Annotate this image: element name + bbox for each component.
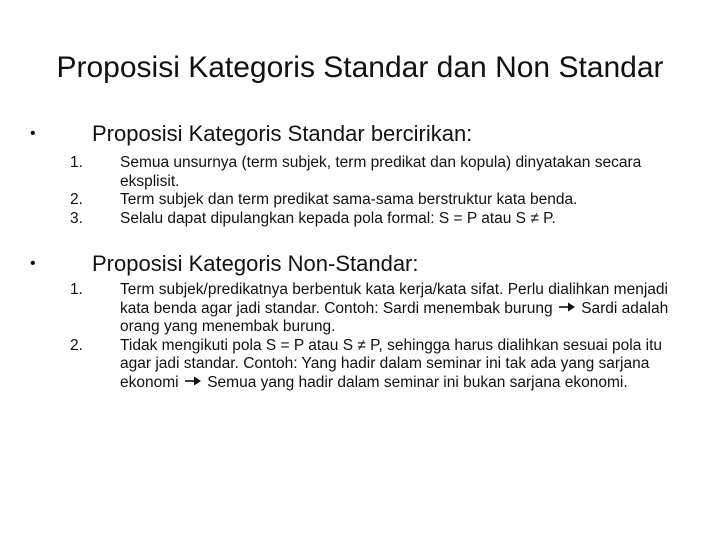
item-text-after: Sardi adalah orang yang menembak burung.	[120, 299, 669, 335]
slide-title: Proposisi Kategoris Standar dan Non Standar	[56, 51, 664, 84]
bullet-icon: •	[30, 255, 36, 272]
item-text-after: Semua yang hadir dalam seminar ini bukan sarjana ekonomi.	[207, 373, 628, 391]
item-text-before: Term subjek/predikatnya berbentuk kata kerja/kata sifat. Perlu dialihkan menjadi kata benda agar jadi standar. Contoh: Sardi menembak burung	[120, 281, 668, 317]
item-text: Term subjek dan term predikat sama-sama berstruktur kata benda.	[120, 191, 578, 208]
right-arrow-icon	[185, 376, 201, 386]
right-arrow-icon	[559, 302, 575, 312]
non-standar-criteria-list	[0, 281, 720, 392]
item-text-before: Tidak mengikuti pola S = P atau S ≠ P, sehingga harus dialihkan sesuai pola itu agar jadi standar. Contoh: Yang hadir dalam seminar ini tak ada yang sarjana ekonomi	[120, 336, 663, 391]
section-heading-non-standar: Proposisi Kategoris Non-Standar:	[92, 251, 419, 276]
bullet-icon: •	[30, 125, 36, 142]
list-item	[0, 191, 670, 210]
list-item	[0, 154, 670, 191]
item-number: 2.	[70, 336, 83, 354]
section-heading-standar: Proposisi Kategoris Standar bercirikan:	[92, 121, 473, 146]
item-number: 1.	[70, 154, 83, 171]
item-text: Selalu dapat dipulangkan kepada pola formal: S = P atau S ≠ P.	[120, 209, 556, 227]
item-number: 3.	[70, 209, 83, 227]
item-number: 2.	[70, 191, 83, 208]
list-item	[0, 281, 670, 337]
item-number: 1.	[70, 281, 83, 298]
standar-criteria-list	[0, 154, 720, 228]
list-item	[0, 210, 670, 229]
list-item	[0, 337, 670, 393]
item-text: Semua unsurnya (term subjek, term predikat dan kopula) dinyatakan secara eksplisit.	[120, 154, 642, 190]
